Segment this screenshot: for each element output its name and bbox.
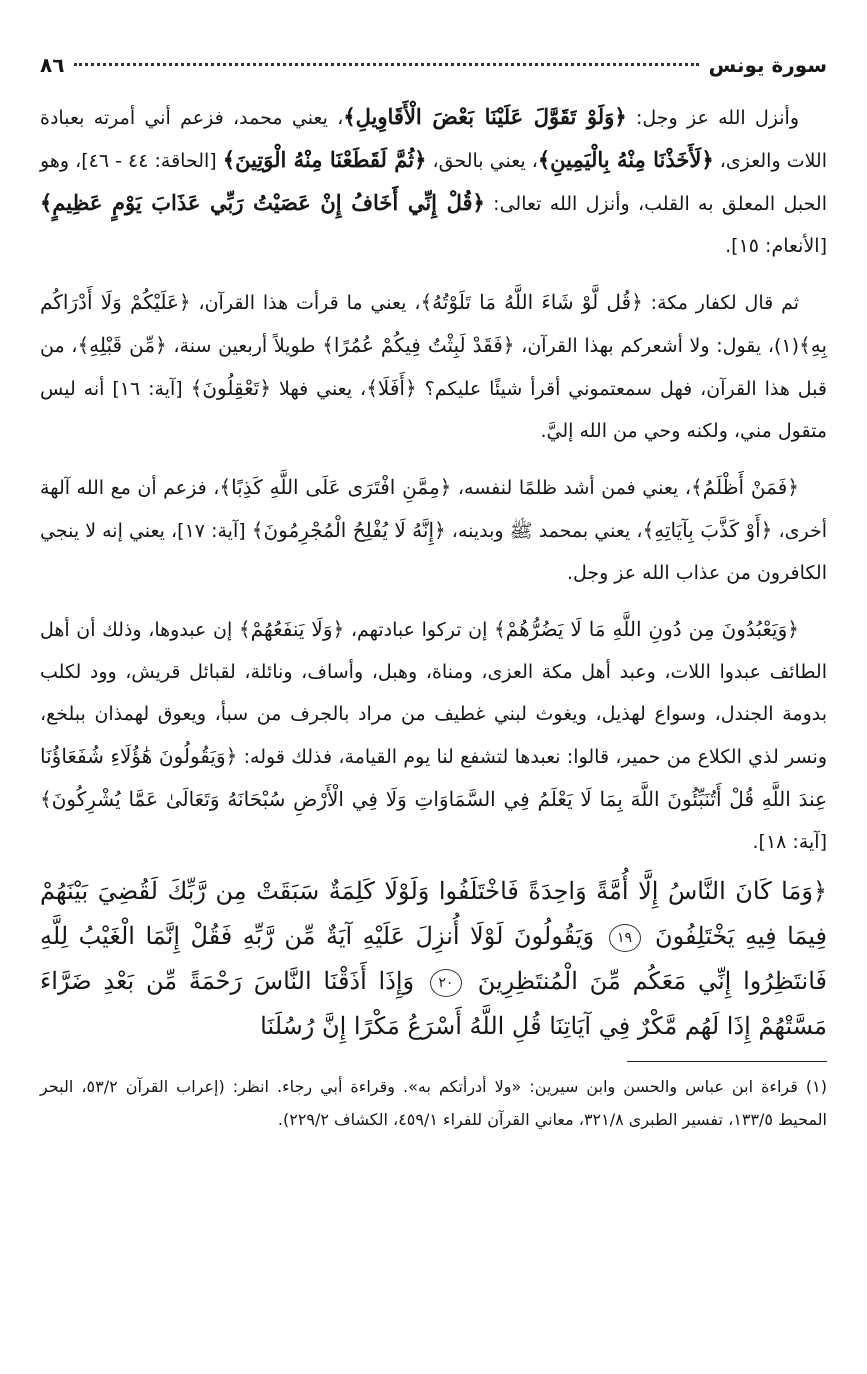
quran-quote: ﴿أَوْ كَذَّبَ بِآيَاتِهِ﴾ xyxy=(642,518,773,542)
commentary-segment: إن عبدوها، وذلك أن أهل الطائف عبدوا اللات، وعبد أهل مكة العزى، ومناة، وهبل، وأساف، ونائلة، لقبائل قريش، وود لكلب بدومة الجندل، وسواع لهذيل، ويغوث لبني غطيف من مراد بالجرف من سبأ، ويعوق لهمذان ببلخع، ونسر لذي الكلاع من حمير، قالوا: نعبدها لتشفع لنا يوم القيامة، فذلك قوله: xyxy=(40,619,827,768)
quran-quote: ﴿إِنَّهُ لَا يُفْلِحُ الْمُجْرِمُونَ﴾ xyxy=(251,518,446,542)
paragraph-2 xyxy=(40,281,827,452)
commentary-segment: ، يعني بمحمد ﷺ وبدينه، xyxy=(445,520,643,542)
quran-quote: ﴿وَلَوْ تَقَوَّلَ عَلَيْنَا بَعْضَ الْأَقَاوِيلِ﴾ xyxy=(343,104,627,129)
commentary-segment: ، يعني فهلا xyxy=(271,378,367,400)
commentary-segment: [آية: ١٦] أنه ليس متقول مني، ولكنه وحي من الله إليَّ. xyxy=(40,378,827,442)
quran-quote: ﴿ثُمَّ لَقَطَعْنَا مِنْهُ الْوَتِينَ﴾ xyxy=(222,147,427,172)
commentary-segment: طويلاً أربعين سنة، xyxy=(166,335,323,357)
quran-quote: ﴿فَمَنْ أَظْلَمُ﴾ xyxy=(690,475,799,499)
commentary-segment: ، يعني بالحق، xyxy=(426,150,538,172)
footnote-rule xyxy=(627,1061,827,1062)
commentary-segment: وأنزل الله عز وجل: xyxy=(626,107,799,129)
quran-quote: ﴿وَيَقُولُونَ هَٰؤُلَاءِ شُفَعَاؤُنَا عِندَ اللَّهِ قُلْ أَتُنَبِّئُونَ اللَّهَ بِمَا لَا يَعْلَمُ فِي السَّمَاوَاتِ وَلَا فِي الْأَرْضِ سُبْحَانَهُ وَتَعَالَىٰ عَمَّا يُشْرِكُونَ﴾ xyxy=(40,744,827,811)
commentary-segment: [آية: ١٧]، يعني إنه لا ينجي الكافرون من عذاب الله عز وجل. xyxy=(40,520,827,584)
quran-quote: ﴿أَفَلَا﴾ xyxy=(366,376,417,400)
quran-quote: ﴿لَأَخَذْنَا مِنْهُ بِالْيَمِينِ﴾ xyxy=(537,147,714,172)
quran-quote: ﴿عَلَيْكُمْ وَلَا أَدْرَاكُم بِهِ﴾ xyxy=(40,290,828,357)
quran-quote: ﴿تَعْقِلُونَ﴾ xyxy=(190,376,272,400)
footnote-marker: (١) xyxy=(805,1077,827,1096)
quran-quote: ﴿وَيَعْبُدُونَ مِن دُونِ اللَّهِ مَا لَا يَضُرُّهُمْ﴾ xyxy=(493,617,799,641)
verse-text: ﴿وَمَا كَانَ النَّاسُ إِلَّا أُمَّةً وَاحِدَةً فَاخْتَلَفُوا وَلَوْلَا كَلِمَةٌ سَبَقَتْ مِن رَّبِّكَ لَقُضِيَ بَيْنَهُمْ فِيمَا فِيهِ يَخْتَلِفُونَ xyxy=(40,877,828,950)
commentary-segment: ، يعني محمد، فزعم أني أمرته بعبادة اللات والعزى، xyxy=(40,107,827,172)
verse-text: وَيَقُولُونَ لَوْلَا أُنزِلَ عَلَيْهِ آيَةٌ مِّن رَّبِّهِ فَقُلْ إِنَّمَا الْغَيْبُ لِلَّهِ فَانتَظِرُوا إِنِّي مَعَكُم مِّنَ الْمُنتَظِرِينَ xyxy=(40,922,827,995)
paragraph-1 xyxy=(40,96,827,267)
commentary-segment: (١)، يقول: ولا أشعركم بهذا القرآن، xyxy=(514,335,800,357)
commentary-segment: إن تركوا عبادتهم، xyxy=(344,619,494,641)
commentary-segment: ، فزعم أن مع الله آلهة أخرى، xyxy=(40,477,827,542)
book-page xyxy=(40,50,827,1374)
commentary-text xyxy=(40,96,827,863)
quran-quote: ﴿قُلْ إِنِّي أَخَافُ إِنْ عَصَيْتُ رَبِّي عَذَابَ يَوْمٍ عَظِيمٍ﴾ xyxy=(40,190,485,215)
quran-quote: ﴿فَقَدْ لَبِثْتُ فِيكُمْ عُمُرًا﴾ xyxy=(322,333,515,357)
quran-quote: ﴿وَلَا يَنفَعُهُمْ﴾ xyxy=(238,617,345,641)
commentary-segment: [آية: ١٨]. xyxy=(752,831,827,853)
quran-verses-block xyxy=(40,869,827,1049)
paragraph-3 xyxy=(40,466,827,594)
header-dotted-leader xyxy=(74,63,698,66)
quran-quote: ﴿مِّن قَبْلِهِ﴾ xyxy=(77,333,167,357)
page-number: ٨٦ xyxy=(40,53,65,77)
commentary-segment: [الأنعام: ١٥]. xyxy=(725,235,827,257)
surah-title: سورة يونس xyxy=(708,53,827,77)
footnote-text: قراءة ابن عباس والحسن وابن سيرين: «ولا أدرأتكم به». وقراءة أبي رجاء. انظر: (إعراب القرآن ٥٣/٢، البحر المحيط ١٣٣/٥، تفسير الطبرى ٣٢١/٨، معاني القرآن للفراء ٤٥٩/١، الكشاف ٢٢٩/٢). xyxy=(40,1077,827,1129)
paragraph-4 xyxy=(40,608,827,863)
ayah-number-marker: ٢٠ xyxy=(430,969,462,997)
commentary-segment: ، يعني ما قرأت هذا القرآن، xyxy=(190,292,421,314)
ayah-number-marker: ١٩ xyxy=(609,924,641,952)
quran-quote: ﴿مِمَّنِ افْتَرَى عَلَى اللَّهِ كَذِبًا﴾ xyxy=(219,475,452,499)
commentary-segment: ، يعني فمن أشد ظلمًا لنفسه، xyxy=(451,477,691,499)
footnote xyxy=(40,1070,827,1136)
commentary-segment: [الحاقة: ٤٤ - ٤٦]، وهو الحبل المعلق به القلب، وأنزل الله تعالى: xyxy=(40,150,827,215)
commentary-segment: ثم قال لكفار مكة: xyxy=(642,292,799,314)
quran-quote: ﴿قُل لَّوْ شَاءَ اللَّهُ مَا تَلَوْتُهُ﴾ xyxy=(420,290,643,314)
commentary-segment: ، من قبل هذا القرآن، فهل سمعتموني أقرأ شيئًا عليكم؟ xyxy=(40,335,827,400)
running-header xyxy=(40,50,827,80)
verse-text: وَإِذَا أَذَقْنَا النَّاسَ رَحْمَةً مِّن بَعْدِ ضَرَّاءَ مَسَّتْهُمْ إِذَا لَهُم مَّكْرٌ فِي آيَاتِنَا قُلِ اللَّهُ أَسْرَعُ مَكْرًا إِنَّ رُسُلَنَا xyxy=(40,967,827,1040)
